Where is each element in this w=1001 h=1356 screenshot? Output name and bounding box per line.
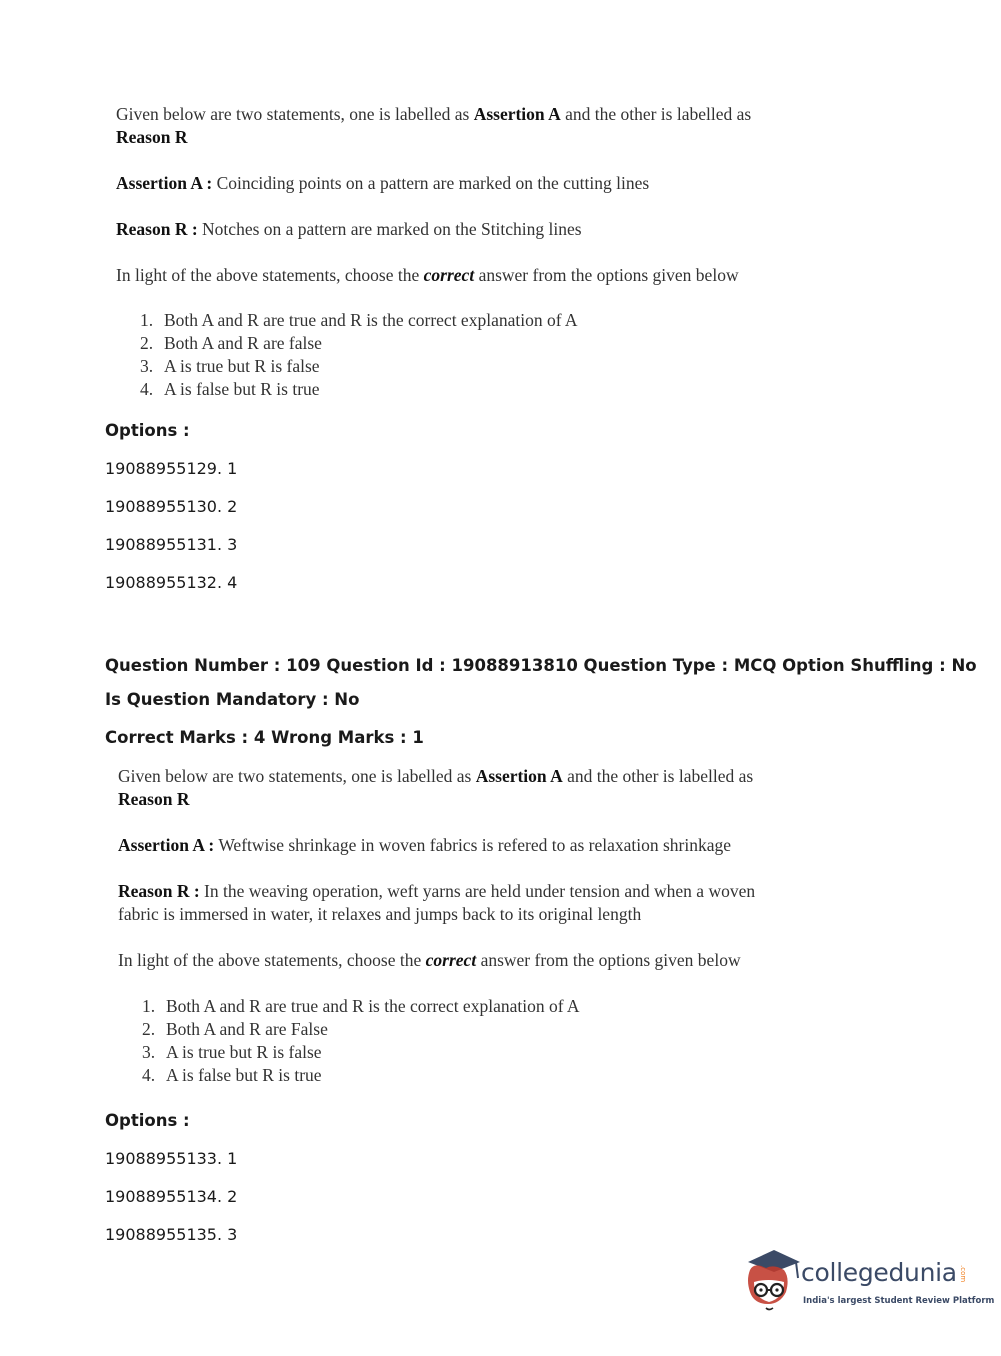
q2-reason-cont: fabric is immersed in water, it relaxes and jumps back to its original length: [118, 904, 642, 924]
q2-choice-item: 4. A is false but R is true: [142, 1065, 322, 1085]
q2-option-item: 19088955135. 3: [105, 1225, 238, 1244]
q1-option-item: 19088955129. 1: [105, 459, 238, 478]
q2-assertion: Assertion A : Weftwise shrinkage in woven fabrics is refered to as relaxation shrinkage: [118, 835, 732, 855]
q2-meta-line: Question Number : 109 Question Id : 19088913810 Question Type : MCQ Option Shuffling : No: [105, 656, 977, 675]
q1-assertion: Assertion A : Coinciding points on a pattern are marked on the cutting lines: [116, 173, 650, 193]
q1-reason: Reason R : Notches on a pattern are marked on the Stitching lines: [116, 219, 582, 239]
q1-choice-item: 3. A is true but R is false: [140, 356, 320, 376]
q1-intro: Given below are two statements, one is labelled as Assertion A and the other is labelled as: [116, 104, 752, 124]
q2-marks-line: Correct Marks : 4 Wrong Marks : 1: [105, 728, 424, 747]
q1-prompt: In light of the above statements, choose the correct answer from the options given below: [116, 265, 739, 285]
q2-prompt: In light of the above statements, choose the correct answer from the options given below: [118, 950, 741, 970]
q1-intro-reason: Reason R: [116, 127, 188, 147]
q1-choice-item: 2. Both A and R are false: [140, 333, 322, 353]
logo-wordmark: collegedunia: [801, 1258, 957, 1287]
q2-intro: Given below are two statements, one is labelled as Assertion A and the other is labelled as: [118, 766, 754, 786]
mascot-icon: [740, 1248, 802, 1318]
q1-choice-item: 4. A is false but R is true: [140, 379, 320, 399]
q1-option-item: 19088955130. 2: [105, 497, 238, 516]
q1-choice-item: 1. Both A and R are true and R is the correct explanation of A: [140, 310, 578, 330]
q2-mandatory-line: Is Question Mandatory : No: [105, 690, 360, 709]
q1-options-heading: Options :: [105, 421, 190, 440]
logo-tagline: India's largest Student Review Platform: [803, 1296, 995, 1306]
q2-choice-item: 2. Both A and R are False: [142, 1019, 328, 1039]
q2-option-item: 19088955134. 2: [105, 1187, 238, 1206]
q2-option-item: 19088955133. 1: [105, 1149, 238, 1168]
q2-intro-reason: Reason R: [118, 789, 190, 809]
q2-choice-item: 1. Both A and R are true and R is the correct explanation of A: [142, 996, 580, 1016]
q2-choice-item: 3. A is true but R is false: [142, 1042, 322, 1062]
q1-option-item: 19088955132. 4: [105, 573, 238, 592]
collegedunia-logo[interactable]: [740, 1248, 995, 1318]
q2-options-heading: Options :: [105, 1111, 190, 1130]
logo-suffix: .com: [959, 1265, 967, 1283]
q1-option-item: 19088955131. 3: [105, 535, 238, 554]
q2-reason: Reason R : In the weaving operation, weft yarns are held under tension and when a woven: [118, 881, 756, 901]
